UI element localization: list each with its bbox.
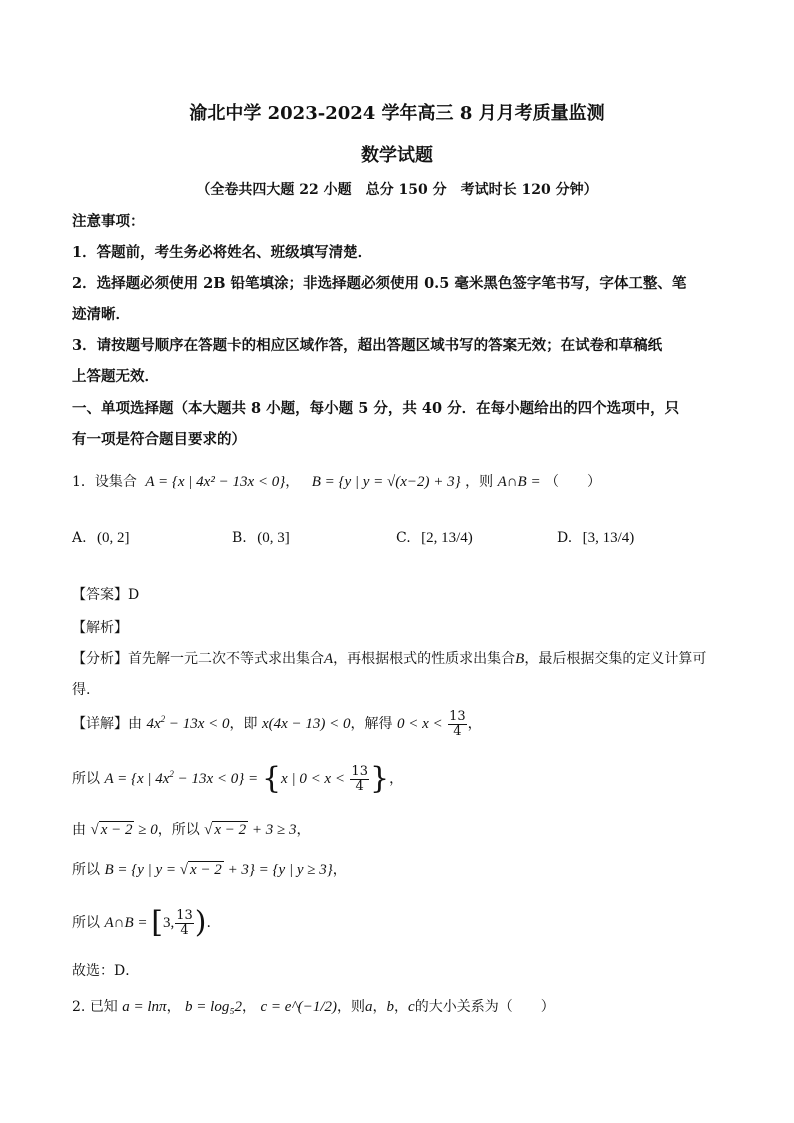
question-2-text-b: ，则 [337,999,366,1015]
question-2: 2. 已知 a = lnπ， b = log₅2， c = e^(−1/2)，则a，b，c的大小关系为（ ） [72,999,555,1015]
detail-line-2: 所以 A = {x | $4x^2 - 13x < 0\} = \{x$ | 0 < x < $\frac{13}{4}$ }， [72,761,404,796]
fraction-13-4: $\frac{13}{4}$ [449,709,466,739]
note-3-line-1: 3．请按题号顺序在答题卡的相应区域作答，超出答题区域书写的答案无效；在试卷和草稿纸 [72,337,663,354]
section-1-line-1: 一、单项选择题（本大题共 8 小题，每小题 5 分，共 40 分．在每小题给出的四个选项中，只 [72,400,680,417]
question-1-number: 1．设集合 [72,474,137,490]
option-c-text: [2, 13/4) [421,530,473,546]
option-c [396,530,473,547]
note-3-line-2: 上答题无效． [72,368,159,385]
option-a-letter: A. [72,530,87,546]
question-1: 1．设集合 A = {x | 4x² − 13x < 0}， B = {y | y = √(x−2) + 3} ，则 A∩B = （ ） [72,474,602,490]
option-b-letter: B. [232,530,247,546]
suoyi-1: 所以 [72,771,100,787]
choice-conclusion: 故选：D． [72,963,140,979]
question-1-ask: ，则 [465,474,494,490]
section-1-line-2: 有一项是符合题目要求的） [72,431,246,448]
detail-ji: ，即 [229,716,258,733]
detail-line-3: 由 √ x − 2 ≥ 0，所以 √ x − 2 + 3 ≥ 3， [72,822,311,838]
question-2-text-c: 的大小关系为（ ） [414,999,555,1015]
set-b-expression: B = {y | y = √(x−2) + 3} [311,474,461,490]
fraction-13-4: $\frac{13}{4}$ [351,763,368,794]
answer-line [72,588,139,602]
option-b-text: (0, 3] [257,530,290,546]
a-expression: a = lnπ [122,999,167,1015]
exam-info: （全卷共四大题 22 小题 总分 150 分 考试时长 120 分钟） [196,182,598,198]
question-2-text-a: 已知 [89,999,118,1015]
option-c-letter: C. [396,530,411,546]
analysis-line-1: 【分析】首先解一元二次不等式求出集合A，再根据根式的性质求出集合B，最后根据交集的定义计算可 [72,651,707,667]
fenxi-tag: 【分析】 [72,651,128,667]
option-d-text: [3, 13/4) [582,530,635,546]
detail-line-1: 【详解】由 $4x^2 - 13x < 0$，即 x(4x − 13) < 0，解得 0 < x < $\frac{13}{4}$ ， [72,709,482,739]
c-expression: c = e^(−1/2) [260,999,338,1015]
option-d [557,530,634,547]
suoyi-3: 所以 [72,915,100,931]
detail-tag: 【详解】 [72,716,128,733]
suoyi-mid: ，所以 [157,822,200,838]
fraction-13-4: $\frac{13}{4}$ [176,907,193,938]
detail-line-4: 所以 B = {y | y = √ x − 2 + 3} = {y | y ≥ 3}， [72,862,347,878]
answer-value: D [128,587,140,603]
detail-line-5: 所以 A∩B = [3, $\frac{13}{4}$ ). [72,905,211,940]
set-a-expression: A = {x | 4x² − 13x < 0} [145,474,286,490]
option-b [232,530,290,547]
detail-jiede: ，解得 [350,716,393,733]
answer-paren: （ ） [545,474,602,490]
note-2-line-1: 2．选择题必须使用 2B 铅笔填涂；非选择题必须使用 0.5 毫米黑色签字笔书写，字体工整、笔 [72,275,687,292]
fenxi-text-c: ，最后根据交集的定义计算可 [524,651,707,667]
option-d-letter: D. [557,530,573,546]
option-a [72,530,130,547]
note-1: 1．答题前，考生务必将姓名、班级填写清楚． [72,244,373,261]
answer-tag: 【答案】 [72,587,128,603]
suoyi-2: 所以 [72,862,100,878]
b-expression: b = log₅2 [185,999,243,1015]
page-title: 渝北中学 2023-2024 学年高三 8 月月考质量监测 [189,103,605,124]
you-2: 由 [72,822,86,838]
analysis-tag: 【解析】 [72,620,128,636]
fenxi-text-a: 首先解一元二次不等式求出集合 [128,651,324,667]
analysis-line-2: 得. [72,682,91,698]
detail-you: 由 [128,716,142,733]
question-2-number: 2. [72,999,86,1015]
subject-title: 数学试题 [361,145,433,166]
intersection-expression: A∩B = [497,474,541,490]
fenxi-text-b: ，再根据根式的性质求出集合 [333,651,516,667]
note-2-line-2: 迹清晰． [72,306,130,323]
notes-heading: 注意事项： [72,213,145,230]
option-a-text: (0, 2] [97,530,130,546]
